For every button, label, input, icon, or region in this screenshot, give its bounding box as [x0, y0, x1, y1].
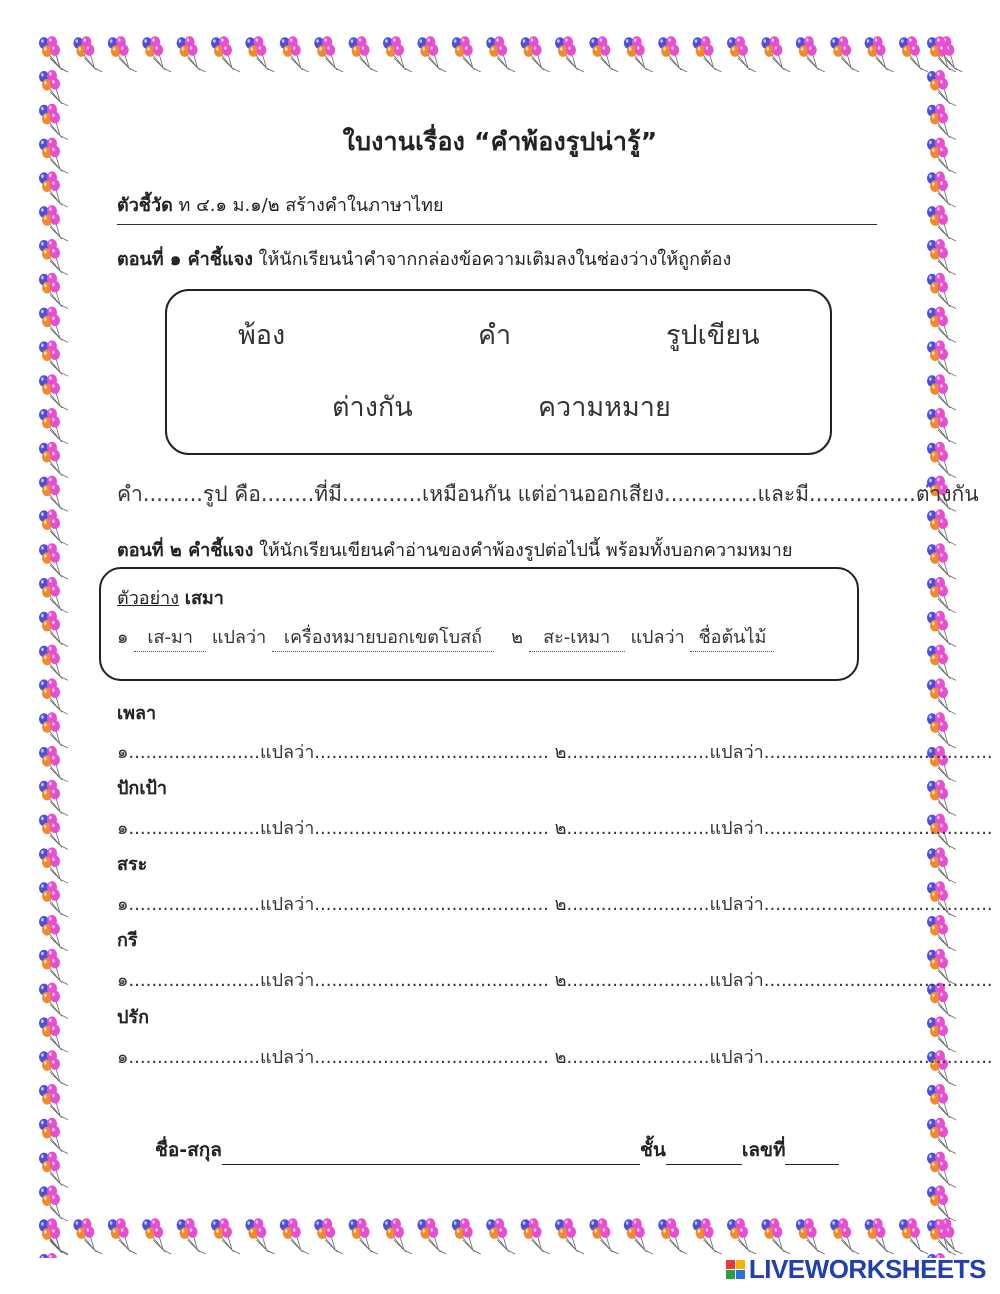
balloon-cluster-icon	[39, 374, 68, 410]
item-word: ปรัก	[117, 1007, 149, 1028]
class-label: ชั้น	[639, 1139, 666, 1161]
word-bank-item[interactable]: ต่างกัน	[332, 392, 413, 423]
balloon-cluster-icon	[927, 645, 956, 681]
part1-heading	[117, 244, 731, 273]
balloon-cluster-icon	[927, 307, 956, 343]
balloon-cluster-icon	[39, 1219, 68, 1255]
name-label: ชื่อ-สกุล	[155, 1139, 222, 1161]
balloon-cluster-icon	[727, 1218, 756, 1254]
balloon-border-art	[38, 1218, 964, 1258]
balloon-cluster-icon	[280, 36, 309, 72]
balloon-cluster-icon	[39, 678, 68, 714]
balloon-cluster-icon	[39, 1016, 68, 1052]
balloon-cluster-icon	[39, 340, 68, 376]
example-label: ตัวอย่าง	[117, 588, 180, 609]
balloon-cluster-icon	[383, 1218, 412, 1254]
balloon-cluster-icon	[211, 1218, 240, 1254]
balloon-cluster-icon	[693, 36, 722, 72]
balloon-cluster-icon	[521, 36, 550, 72]
balloon-cluster-icon	[39, 239, 68, 275]
balloon-cluster-icon	[927, 1185, 956, 1221]
balloon-cluster-icon	[486, 1218, 515, 1254]
word-bank-item[interactable]: รูปเขียน	[666, 320, 760, 351]
balloon-cluster-icon	[39, 746, 68, 782]
answer-line[interactable]: ๑.......................แปลว่า......................................... ๒.........................แปลว่า........................................	[117, 894, 993, 915]
balloon-cluster-icon	[927, 205, 956, 241]
example-means-1: แปลว่า	[211, 627, 267, 648]
balloon-border-bottom	[38, 1218, 964, 1258]
balloon-cluster-icon	[39, 983, 68, 1019]
balloon-cluster-icon	[927, 171, 956, 207]
word-bank-item[interactable]: ความหมาย	[538, 392, 671, 423]
balloon-cluster-icon	[927, 1084, 956, 1120]
balloon-cluster-icon	[830, 36, 859, 72]
part2-heading	[117, 535, 792, 564]
balloon-cluster-icon	[39, 205, 68, 241]
balloon-cluster-icon	[927, 780, 956, 816]
brand-text: LIVEWORKSHEETS	[748, 1254, 986, 1284]
balloon-cluster-icon	[39, 645, 68, 681]
balloon-cluster-icon	[927, 273, 956, 309]
example-number-1: ๑	[117, 627, 129, 648]
example-means-2: แปลว่า	[630, 627, 685, 648]
balloon-cluster-icon	[761, 1218, 790, 1254]
balloon-cluster-icon	[555, 36, 584, 72]
balloon-cluster-icon	[39, 1050, 68, 1086]
balloon-cluster-icon	[349, 36, 378, 72]
balloon-border-right	[926, 36, 964, 1258]
balloon-cluster-icon	[927, 847, 956, 883]
balloon-cluster-icon	[142, 1218, 171, 1254]
liveworksheets-icon	[726, 1260, 746, 1280]
balloon-cluster-icon	[927, 915, 956, 951]
balloon-cluster-icon	[39, 847, 68, 883]
balloon-cluster-icon	[108, 36, 137, 72]
item-word: กรี	[117, 930, 138, 951]
balloon-cluster-icon	[73, 1218, 102, 1254]
balloon-cluster-icon	[39, 442, 68, 478]
balloon-cluster-icon	[927, 1219, 956, 1255]
balloon-cluster-icon	[693, 1218, 722, 1254]
balloon-cluster-icon	[927, 408, 956, 444]
balloon-cluster-icon	[39, 712, 68, 748]
example-reading-1: เส-มา	[134, 622, 206, 652]
balloon-border-art	[38, 36, 74, 1258]
balloon-cluster-icon	[39, 307, 68, 343]
balloon-cluster-icon	[39, 70, 68, 106]
balloon-cluster-icon	[927, 1152, 956, 1188]
answer-line[interactable]: ๑.......................แปลว่า......................................... ๒.........................แปลว่า........................................	[117, 1047, 993, 1068]
number-label: เลขที่	[741, 1139, 786, 1161]
balloon-cluster-icon	[39, 915, 68, 951]
answer-line[interactable]: ๑.......................แปลว่า......................................... ๒.........................แปลว่า........................................	[117, 742, 993, 763]
balloon-cluster-icon	[383, 36, 412, 72]
balloon-cluster-icon	[624, 1218, 653, 1254]
balloon-cluster-icon	[39, 780, 68, 816]
balloon-cluster-icon	[927, 543, 956, 579]
balloon-cluster-icon	[39, 949, 68, 985]
example-number-2: ๒	[511, 627, 523, 648]
balloon-cluster-icon	[927, 374, 956, 410]
balloon-cluster-icon	[39, 543, 68, 579]
balloon-cluster-icon	[39, 1084, 68, 1120]
balloon-cluster-icon	[927, 70, 956, 106]
balloon-cluster-icon	[108, 1218, 137, 1254]
balloon-cluster-icon	[39, 1118, 68, 1154]
example-reading-2: สะ-เหมา	[529, 622, 625, 652]
fill-in-sentence[interactable]: คำ.........รูป คือ........ที่มี............เหมือนกัน แต่อ่านออกเสียง..............และมี................ต่างกัน	[117, 482, 979, 506]
balloon-cluster-icon	[899, 36, 928, 72]
example-meaning-2: ชื่อต้นไม้	[690, 622, 774, 652]
name-field[interactable]	[222, 1144, 640, 1165]
item-word: เพลา	[117, 703, 157, 724]
balloon-border-art	[926, 36, 964, 1258]
balloon-cluster-icon	[899, 1218, 928, 1254]
balloon-cluster-icon	[177, 36, 206, 72]
balloon-cluster-icon	[39, 814, 68, 850]
balloon-cluster-icon	[73, 36, 102, 72]
balloon-cluster-icon	[452, 1218, 481, 1254]
word-bank-item[interactable]: คำ	[478, 320, 512, 351]
balloon-cluster-icon	[280, 1218, 309, 1254]
balloon-cluster-icon	[927, 340, 956, 376]
balloon-cluster-icon	[39, 476, 68, 512]
balloon-cluster-icon	[452, 36, 481, 72]
balloon-cluster-icon	[177, 1218, 206, 1254]
balloon-cluster-icon	[39, 36, 68, 72]
balloon-cluster-icon	[39, 1185, 68, 1221]
balloon-cluster-icon	[589, 36, 618, 72]
part2-instruction: ให้นักเรียนเขียนคำอ่านของคำพ้องรูปต่อไปนี้ พร้อมทั้งบอกความหมาย	[259, 540, 793, 561]
word-bank-item[interactable]: พ้อง	[238, 320, 286, 351]
balloon-cluster-icon	[927, 239, 956, 275]
balloon-cluster-icon	[555, 1218, 584, 1254]
example-meaning-1: เครื่องหมายบอกเขตโบสถ์	[272, 622, 494, 652]
balloon-cluster-icon	[927, 36, 956, 72]
balloon-cluster-icon	[39, 509, 68, 545]
balloon-border-left	[38, 36, 74, 1258]
balloon-cluster-icon	[211, 36, 240, 72]
balloon-cluster-icon	[761, 36, 790, 72]
balloon-cluster-icon	[624, 36, 653, 72]
balloon-cluster-icon	[589, 1218, 618, 1254]
class-field[interactable]	[666, 1144, 742, 1165]
balloon-cluster-icon	[521, 1218, 550, 1254]
balloon-cluster-icon	[417, 1218, 446, 1254]
balloon-cluster-icon	[39, 1152, 68, 1188]
balloon-cluster-icon	[865, 1218, 894, 1254]
example-heading	[117, 583, 224, 612]
balloon-cluster-icon	[927, 509, 956, 545]
balloon-cluster-icon	[927, 678, 956, 714]
balloon-cluster-icon	[39, 171, 68, 207]
example-answer-line	[117, 622, 774, 652]
balloon-cluster-icon	[245, 36, 274, 72]
item-word: สระ	[117, 854, 148, 875]
indicator-line	[117, 190, 444, 219]
balloon-cluster-icon	[39, 881, 68, 917]
balloon-cluster-icon	[865, 36, 894, 72]
balloon-cluster-icon	[927, 577, 956, 613]
balloon-cluster-icon	[39, 1253, 68, 1258]
student-info-line	[155, 1135, 839, 1165]
balloon-cluster-icon	[142, 36, 171, 72]
balloon-cluster-icon	[727, 36, 756, 72]
balloon-cluster-icon	[39, 577, 68, 613]
balloon-cluster-icon	[796, 36, 825, 72]
part1-instruction: ให้นักเรียนนำคำจากกล่องข้อความเติมลงในช่องว่างให้ถูกต้อง	[258, 249, 732, 270]
balloon-cluster-icon	[927, 611, 956, 647]
example-word: เสมา	[184, 588, 224, 609]
liveworksheets-logo	[726, 1254, 986, 1285]
part2-label: ตอนที่ ๒ คำชี้แจง	[117, 540, 254, 561]
balloon-border-top	[38, 36, 964, 76]
balloon-cluster-icon	[314, 1218, 343, 1254]
part1-label: ตอนที่ ๑ คำชี้แจง	[117, 249, 253, 270]
indicator-text: ท ๔.๑ ม.๑/๒ สร้างคำในภาษาไทย	[178, 195, 444, 216]
balloon-cluster-icon	[39, 408, 68, 444]
balloon-cluster-icon	[314, 36, 343, 72]
balloon-cluster-icon	[796, 1218, 825, 1254]
balloon-cluster-icon	[417, 36, 446, 72]
number-field[interactable]	[785, 1144, 839, 1165]
answer-line[interactable]: ๑.......................แปลว่า......................................... ๒.........................แปลว่า........................................	[117, 970, 993, 991]
balloon-cluster-icon	[658, 36, 687, 72]
indicator-label: ตัวชี้วัด	[117, 195, 173, 216]
balloon-border-art	[38, 36, 964, 76]
balloon-cluster-icon	[927, 442, 956, 478]
balloon-cluster-icon	[39, 273, 68, 309]
balloon-cluster-icon	[927, 1118, 956, 1154]
balloon-cluster-icon	[830, 1218, 859, 1254]
balloon-cluster-icon	[658, 1218, 687, 1254]
balloon-cluster-icon	[486, 36, 515, 72]
balloon-cluster-icon	[349, 1218, 378, 1254]
item-word: ปักเป้า	[117, 778, 168, 799]
balloon-cluster-icon	[39, 611, 68, 647]
divider	[117, 224, 877, 225]
worksheet-title: ใบงานเรื่อง “คำพ้องรูปน่ารู้”	[342, 127, 658, 156]
answer-line[interactable]: ๑.......................แปลว่า......................................... ๒.........................แปลว่า........................................	[117, 818, 993, 839]
balloon-cluster-icon	[245, 1218, 274, 1254]
